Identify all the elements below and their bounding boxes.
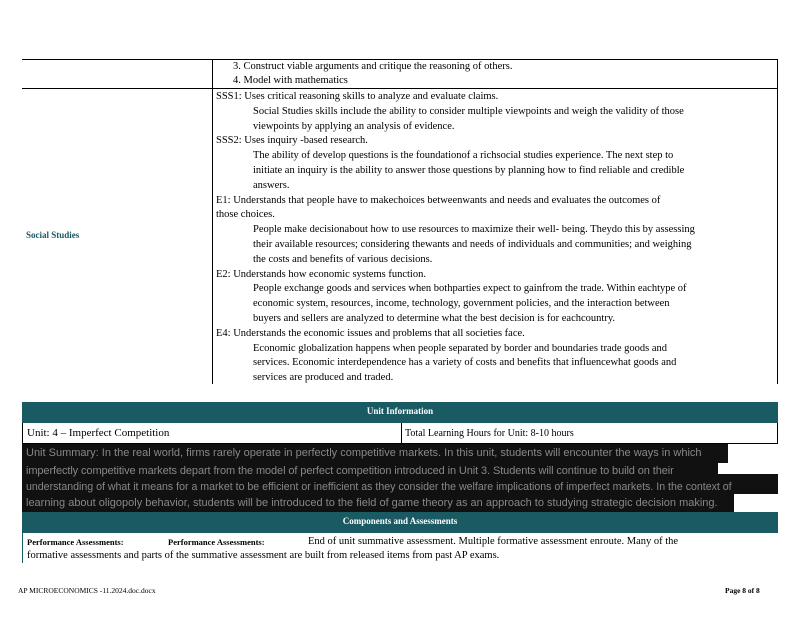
standard-line: services. Economic interdependence has a variety of costs and benefits that influencewhat goods and xyxy=(253,357,677,369)
standard-line: buyers and sellers are analyzed to determine what the best decision is for eachcountry. xyxy=(253,313,616,324)
unit-row-left xyxy=(22,423,23,443)
total-learning-hours: Total Learning Hours for Unit: 8-10 hours xyxy=(405,428,574,439)
standard-line: SSS1: Uses critical reasoning skills to analyze and evaluate claims. xyxy=(216,91,499,102)
standard-line: economic system, resources, income, technology, government policies, and the interaction between xyxy=(253,298,670,310)
subject-label: Social Studies xyxy=(26,230,80,240)
unit-row-right xyxy=(777,423,778,443)
unit-summary-line: imperfectly competitive markets depart from the model of perfect competition introduced in Unit 3. Students will continue to build on their xyxy=(26,465,674,477)
standard-line: E2: Understands how economic systems function. xyxy=(216,268,426,280)
unit-information-header xyxy=(22,402,778,423)
math-practice-item: 4. Model with mathematics xyxy=(233,75,348,86)
standard-line: initiate an inquiry is the ability to answer those questions by planning how to find reliable and credible xyxy=(253,165,685,176)
standard-line: The ability of develop questions is the foundationof a richsocial studies experience. The next step to xyxy=(253,150,674,162)
table-right-border xyxy=(777,59,778,384)
standard-line: SSS2: Uses inquiry -based research. xyxy=(216,135,368,147)
assessment-description: formative assessments and parts of the summative assessment are built from released items from past AP exams. xyxy=(27,550,500,561)
unit-information-title: Unit Information xyxy=(366,406,434,416)
unit-summary-line: Unit Summary: In the real world, firms rarely operate in perfectly competitive markets. In this unit, students will encounter the ways in which xyxy=(26,447,702,459)
column-divider xyxy=(212,59,213,384)
standard-line: those choices. xyxy=(216,209,275,221)
unit-summary-line: learning about oligopoly behavior, students will be introduced to the field of game theory as an approach to studying strategic decision making. xyxy=(26,497,718,509)
standard-line: the costs and benefits of various decisions. xyxy=(253,253,433,265)
components-left xyxy=(22,533,23,563)
standard-line: People make decisionabout how to use resources to maximize their well- being. Theydo this by assessing xyxy=(253,224,695,236)
standard-line: viewpoints by applying an analysis of evidence. xyxy=(253,120,455,132)
standard-line: Economic globalization happens when people separated by border and boundaries trade goods and xyxy=(253,342,668,354)
standard-line: E1: Understands that people have to makechoices betweenwants and needs and evaluates the outcomes of xyxy=(216,194,661,206)
standard-line: their available resources; considering thewants and needs of individuals and communities; and weighing xyxy=(253,239,692,250)
footer-page-number: Page 8 of 8 xyxy=(725,586,760,595)
math-practice-item: 3. Construct viable arguments and critique the reasoning of others. xyxy=(233,61,513,72)
footer-filename: AP MICROECONOMICS -11.2024.doc.docx xyxy=(18,586,156,595)
unit-row-mid xyxy=(401,423,402,443)
standard-line: Social Studies skills include the ability to consider multiple viewpoints and weigh the validity of those xyxy=(253,105,684,117)
standard-line: E4: Understands the economic issues and problems that all societies face. xyxy=(216,327,525,339)
standard-line: People exchange goods and services when bothparties expect to gainfrom the trade. Within eachtype of xyxy=(253,283,687,295)
performance-assessments-label: Performance Assessments: xyxy=(168,537,265,547)
components-header xyxy=(22,512,778,533)
standard-line: answers. xyxy=(253,179,290,191)
standard-line: services are produced and traded. xyxy=(253,372,394,384)
components-title: Components and Assessments xyxy=(342,516,458,526)
unit-title: Unit: 4 – Imperfect Competition xyxy=(27,427,170,439)
performance-assessments-label: Performance Assessments: xyxy=(27,537,124,547)
assessment-description: End of unit summative assessment. Multiple formative assessment enroute. Many of the xyxy=(308,536,679,547)
unit-summary-line: understanding of what it means for a market to be efficient or inefficient as they consider the welfare implications of imperfect markets. In the context of xyxy=(26,481,732,493)
